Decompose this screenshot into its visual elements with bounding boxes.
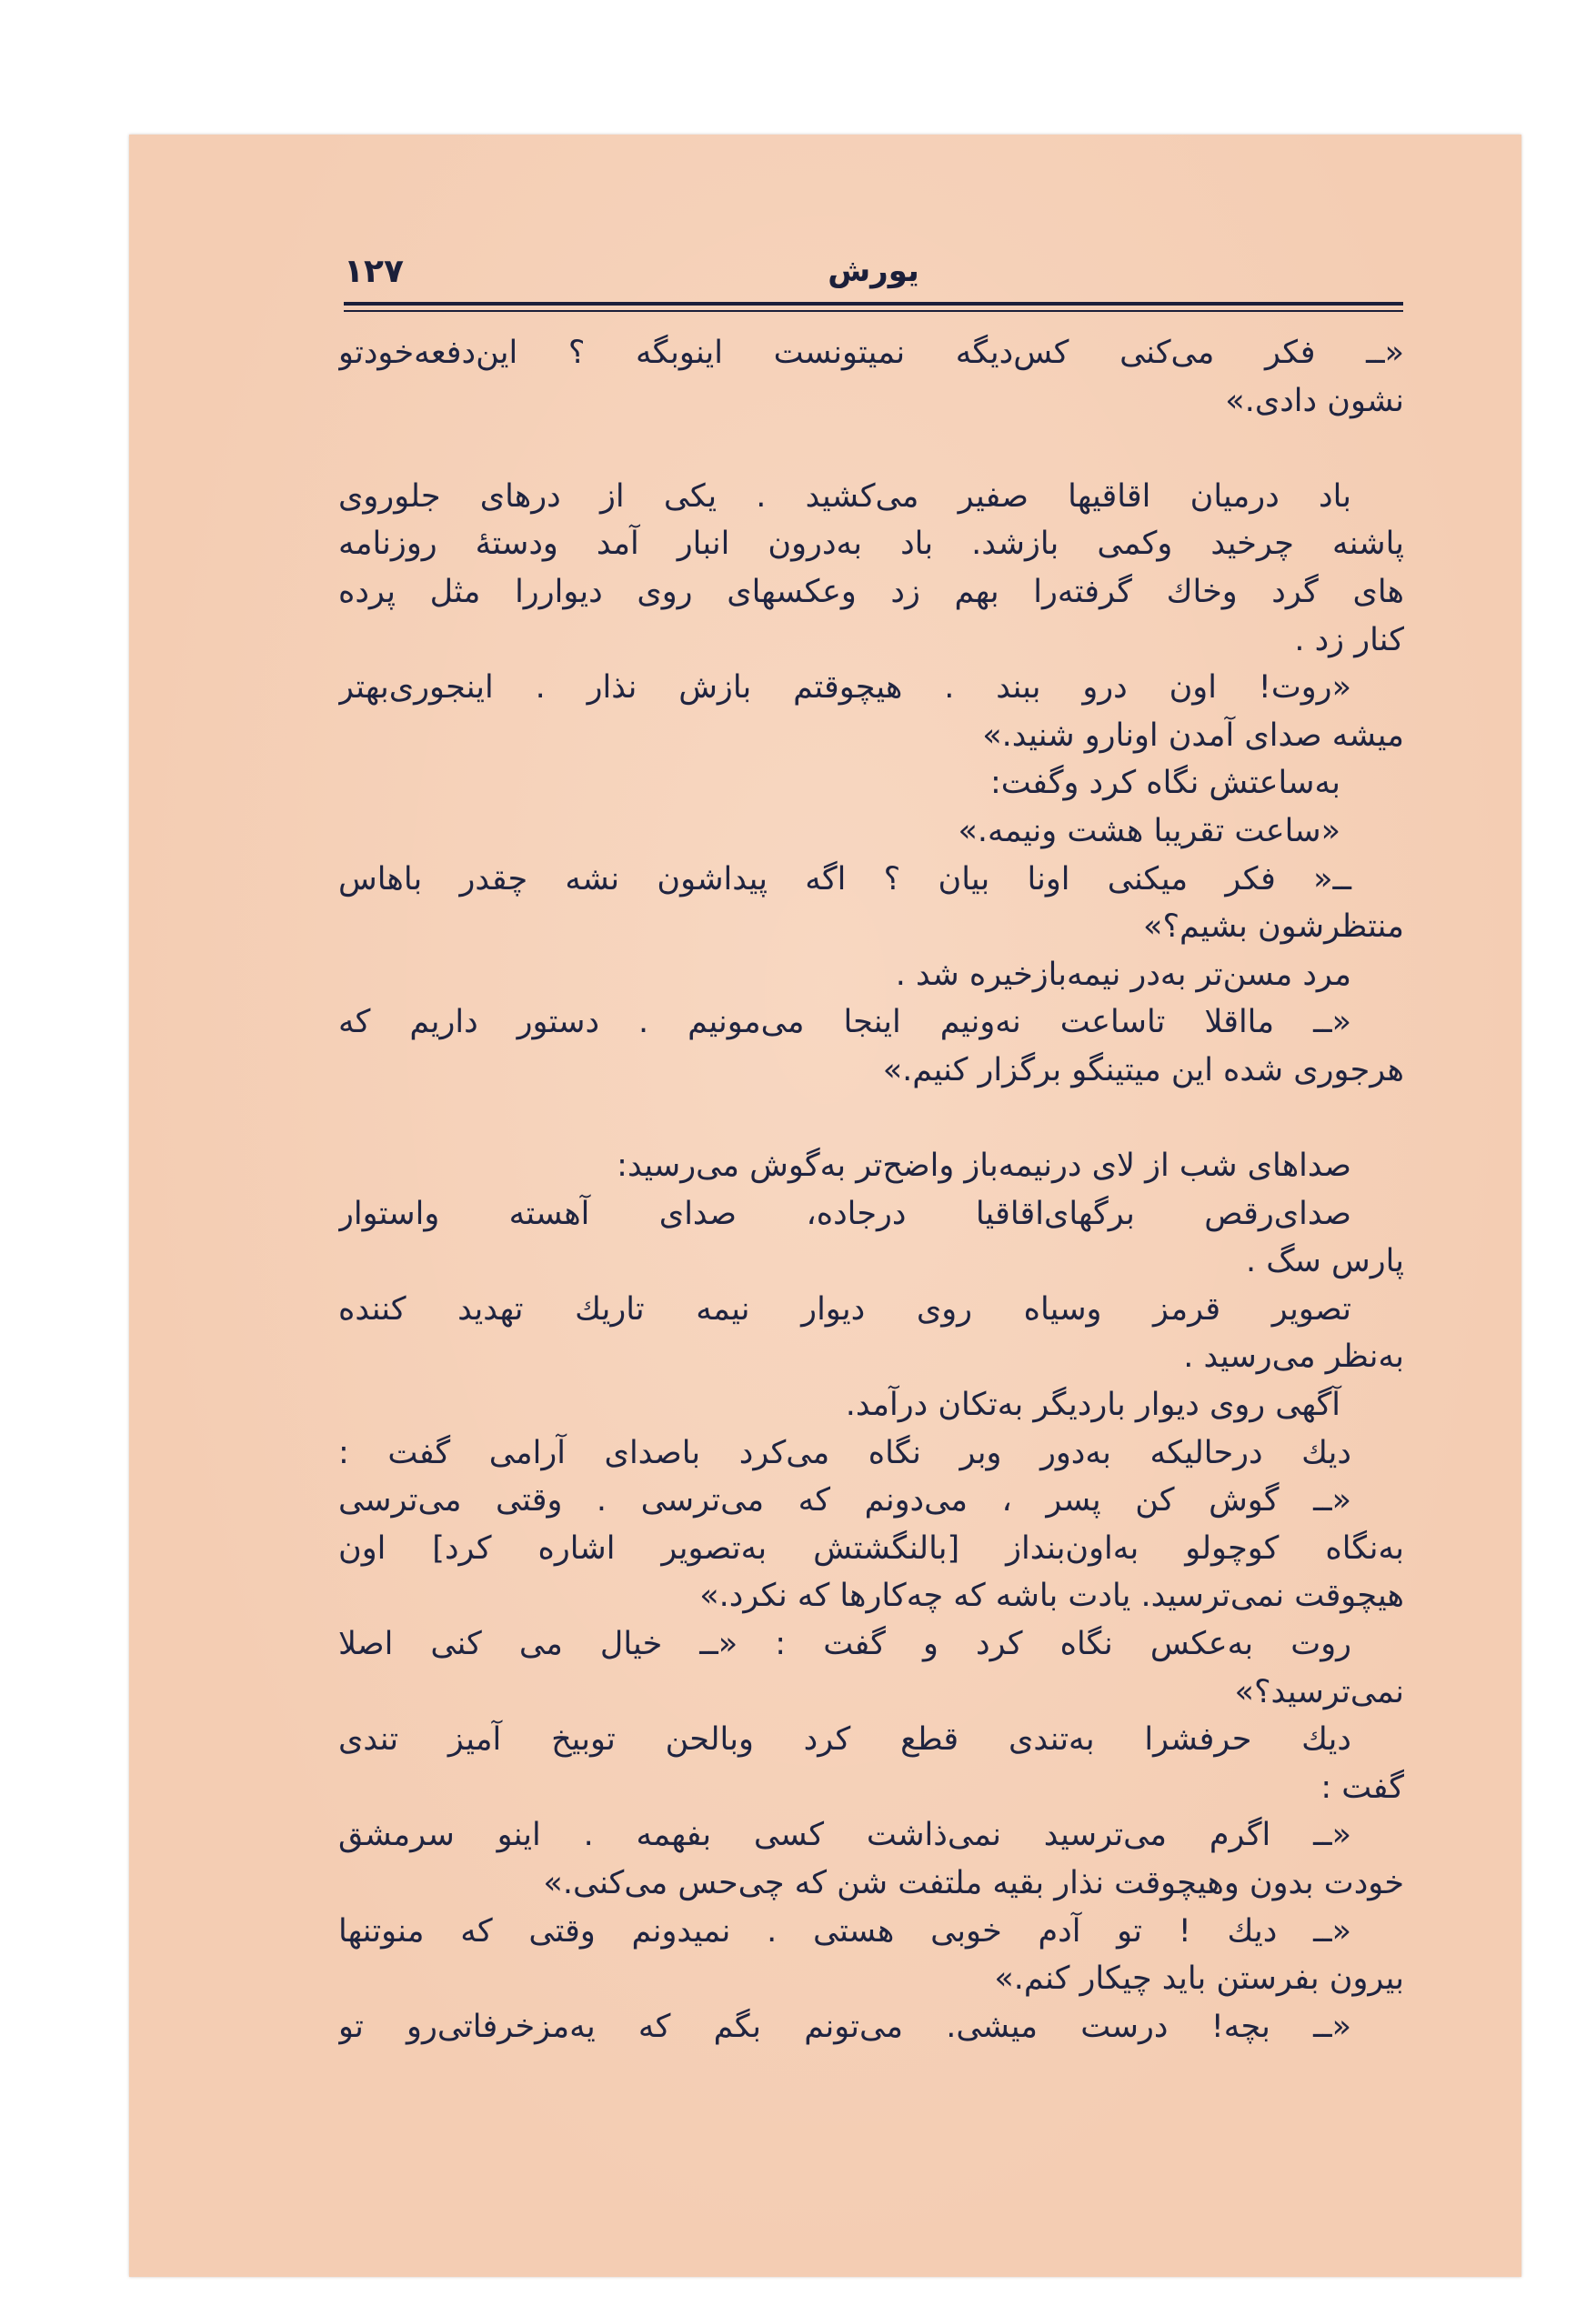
text-line: نشون دادی.»	[1225, 382, 1404, 419]
text-line: «ــ فکر می‌کنی کس‌دیگه نمیتونست اینوبگه ؟ این‌دفعه‌خودتو	[338, 335, 1404, 371]
text-line: پاشنه چرخید وکمی بازشد. باد به‌درون انبار آمد ودستهٔ روزنامه	[338, 526, 1404, 563]
body-text	[338, 329, 1404, 2148]
text-line: گفت :	[1320, 1769, 1404, 1806]
text-line: «ــ مااقلا تاساعت نه‌ونیم اینجا می‌مونیم . دستور داریم که	[338, 1004, 1351, 1041]
text-line: به‌ساعتش نگاه کرد وگفت:	[990, 765, 1340, 802]
text-line: تصویر قرمز وسیاه روی دیوار نیمه تاریك تهدید کننده	[338, 1290, 1351, 1328]
text-line: باد درمیان اقاقیها صفیر می‌کشید . یکی از درهای جلوروی	[338, 477, 1351, 515]
text-line: بیرون بفرستن باید چیکار کنم.»	[994, 1960, 1404, 1998]
header-rule-thin	[344, 310, 1403, 312]
paragraph-gap	[338, 425, 1404, 473]
text-line: منتظرشون بشیم؟»	[1143, 908, 1404, 946]
paragraph-gap	[338, 1095, 1404, 1143]
text-line: «ــ گوش کن پسر ، می‌دونم که می‌ترسی . وقتی می‌ترسی	[338, 1482, 1351, 1519]
text-line: های گرد وخاك گرفته‌را بهم زد وعکسهای روی دیواررا مثل پرده	[338, 573, 1404, 610]
text-line: خودت بدون وهیچوقت نذار بقیه ملتفت شن که چی‌حس می‌کنی.»	[543, 1865, 1404, 1901]
page-number: ۱۲۷	[344, 253, 404, 290]
header-rule-thick	[344, 302, 1403, 306]
text-line: «روت! اون درو ببند . هیچوقتم بازش نذار . اینجوری‌بهتر	[338, 669, 1351, 707]
text-line: نمی‌ترسید؟»	[1234, 1673, 1404, 1710]
running-title: یورش	[828, 253, 919, 289]
text-line: «ــ دیك ! تو آدم خوبی هستی . نمیدونم وقتی که منوتنها	[338, 1912, 1351, 1950]
text-line: پارس سگ .	[1245, 1243, 1404, 1280]
text-line: صدای‌رقص برگهای‌اقاقیا درجاده، صدای آهسته واستوار	[338, 1195, 1351, 1232]
text-line: به‌نظر می‌رسید .	[1183, 1338, 1404, 1376]
text-line: کنار زد .	[1294, 621, 1404, 658]
text-line: «ــ بچه! درست میشی. می‌تونم بگم که یه‌مزخرفاتی‌رو تو	[338, 2008, 1351, 2045]
text-line: «ساعت تقریبا هشت ونیمه.»	[958, 812, 1340, 849]
text-line: دیك درحالیکه به‌دور وبر نگاه می‌کرد باصدای آرامی گفت :	[338, 1434, 1351, 1471]
text-line: دیك حرفشرا به‌تندی قطع کرد وبالحن توبیخ آمیز تندی	[338, 1721, 1351, 1759]
page-header	[344, 253, 1403, 298]
text-line: روت به‌عکس نگاه کرد و گفت : «ــ خیال می کنی اصلا	[338, 1626, 1351, 1663]
text-line: آگهی روی دیوار باردیگر به‌تکان درآمد.	[845, 1387, 1340, 1424]
text-line: میشه صدای آمدن اونارو شنید.»	[982, 717, 1404, 754]
text-line: به‌نگاه کوچولو به‌اون‌بنداز [بالنگشتش به‌تصویر اشاره کرد] اون	[338, 1529, 1404, 1567]
text-line: هیچوقت نمی‌ترسید. یادت باشه که چه‌کارها که نکرد.»	[699, 1578, 1404, 1615]
text-line: ــ« فکر میکنی اونا بیان ؟ اگه پیداشون نشه چقدر باهاس	[338, 860, 1351, 897]
text-line: صداهای شب از لای درنیمه‌باز واضح‌تر به‌گوش می‌رسید:	[617, 1148, 1351, 1185]
text-line: «ــ اگرم می‌ترسید نمی‌ذاشت کسی بفهمه . اینو سرمشق	[338, 1817, 1351, 1854]
text-line: مرد مسن‌تر به‌در نیمه‌بازخیره شد .	[895, 956, 1351, 993]
text-line: هرجوری شده این میتینگو برگزار کنیم.»	[882, 1051, 1404, 1088]
